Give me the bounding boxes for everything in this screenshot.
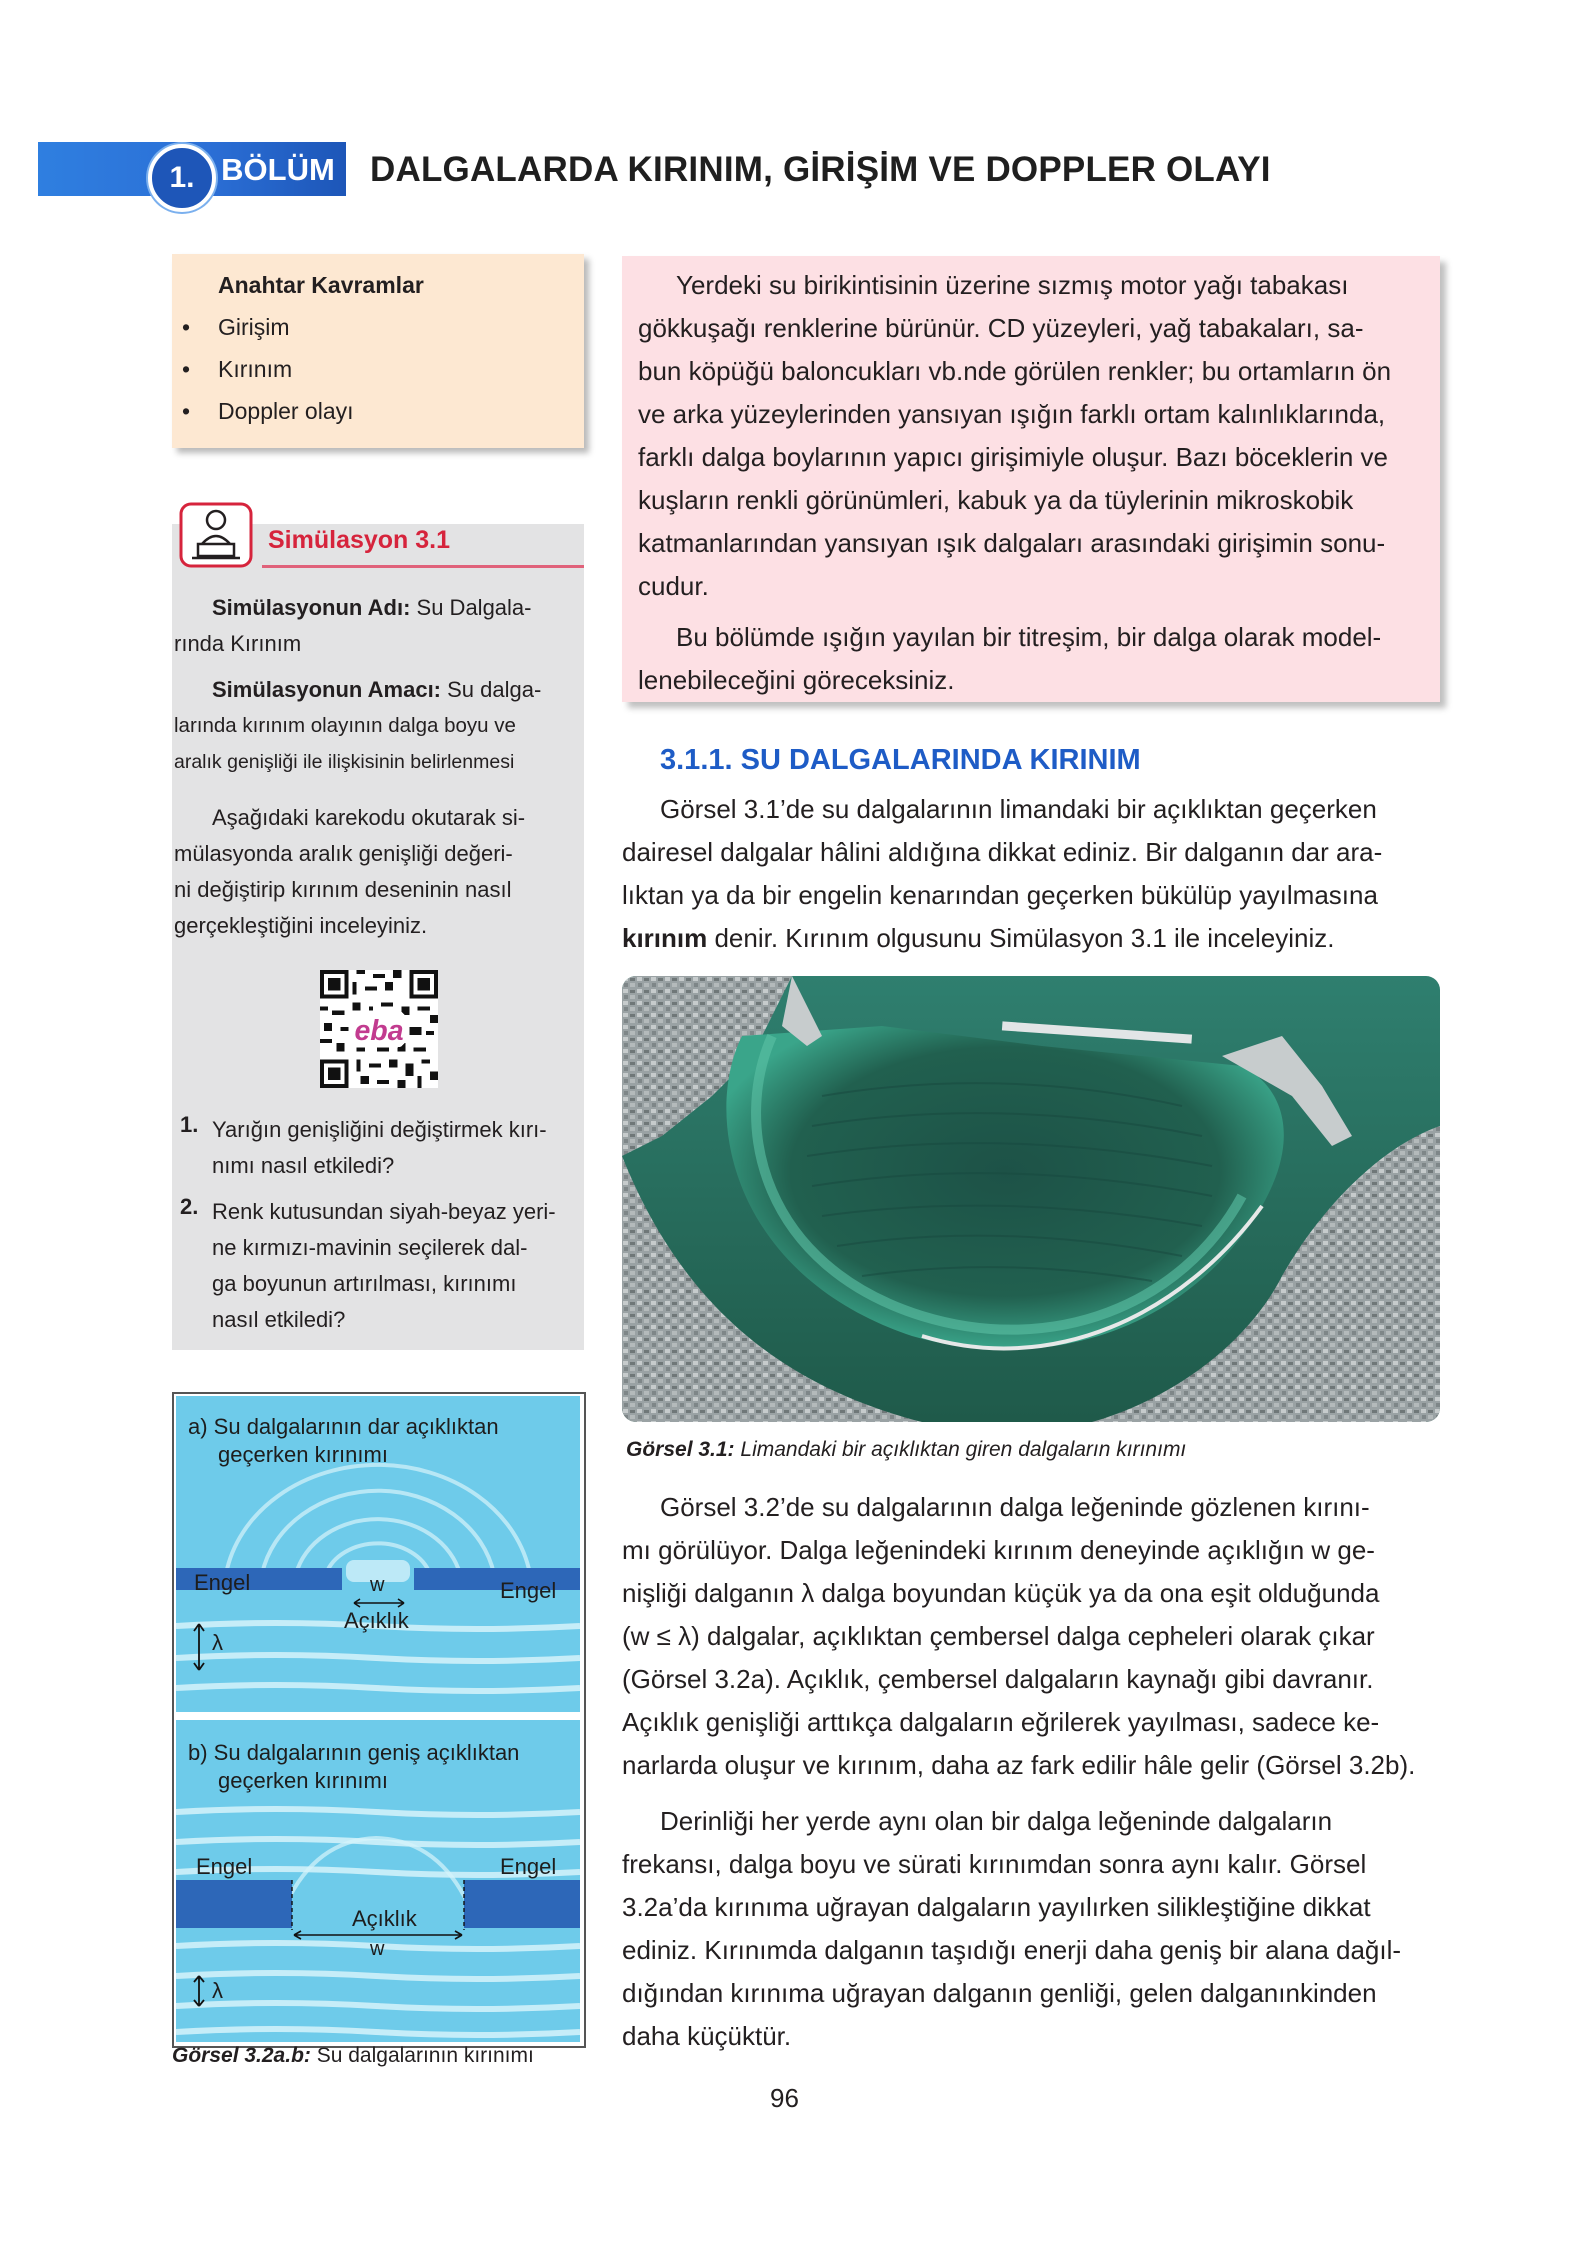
svg-text:eba: eba (354, 1014, 404, 1047)
simulation-purpose-line: aralık genişliği ile ilişkisinin belirlenmesi (174, 751, 515, 773)
body-line: dığından kırınıma uğrayan dalganın genliği, gelen dalganınkinden (622, 1978, 1377, 2008)
question-line: nımı nasıl etkiledi? (212, 1153, 395, 1178)
body-line: 3.2a’da kırınıma uğrayan dalgaların yayılırken silikleştiğine dikkat (622, 1892, 1371, 1922)
barrier-label: Engel (194, 1570, 251, 1595)
page-number: 96 (770, 2083, 799, 2113)
harbor-aerial-photo (622, 976, 1440, 1422)
barrier-label: Engel (196, 1854, 253, 1879)
question-line: Renk kutusundan siyah-beyaz yeri- (212, 1199, 556, 1224)
simulation-purpose-line: larında kırınım olayının dalga boyu ve (174, 714, 516, 737)
body-line: Görsel 3.2’de su dalgalarının dalga leğeninde gözlenen kırını- (660, 1492, 1370, 1522)
chapter-label: BÖLÜM (221, 152, 335, 187)
body-line: Görsel 3.1’de su dalgalarının limandaki bir açıklıktan geçerken (660, 794, 1377, 824)
intro-line: lenebileceğini göreceksiniz. (638, 665, 955, 695)
simulation-name-line: rında Kırınım (174, 631, 302, 656)
body-line: narlarda oluşur ve kırınım, daha az fark edilir hâle gelir (Görsel 3.2b). (622, 1750, 1416, 1780)
simulation-purpose-line: Simülasyonun Amacı: Su dalga- (212, 677, 542, 702)
question-line: ga boyunun artırılması, kırınımı (212, 1271, 517, 1296)
simulation-title-rule (262, 565, 584, 568)
intro-line: bun köpüğü baloncukları vb.nde görülen renkler; bu ortamların ön (638, 356, 1392, 386)
simulation-instruction-line: mülasyonda aralık genişliği değeri- (174, 841, 513, 866)
body-line: Derinliği her yerde aynı olan bir dalga leğeninde dalgaların (660, 1806, 1333, 1836)
qr-code[interactable] (320, 970, 438, 1088)
panel-a-title: a) Su dalgalarının dar açıklıktan (188, 1414, 499, 1439)
section-heading: 3.1.1. SU DALGALARINDA KIRINIM (660, 744, 1141, 776)
intro-line: gökkuşağı renklerine bürünür. CD yüzeyleri, yağ tabakaları, sa- (638, 313, 1364, 343)
simulation-instruction-line: gerçekleştiğini inceleyiniz. (174, 913, 428, 938)
question-number: 2. (180, 1194, 199, 1219)
body-line: nişliği dalganın λ dalga boyundan küçük ya da ona eşit olduğunda (622, 1578, 1380, 1608)
intro-line: Bu bölümde ışığın yayılan bir titreşim, bir dalga olarak model- (676, 622, 1382, 652)
barrier-label: Engel (500, 1854, 557, 1879)
question-number: 1. (180, 1112, 199, 1137)
opening-width-label: w (370, 1574, 385, 1596)
simulation-computer-icon (178, 500, 254, 570)
barrier-label: Engel (500, 1578, 557, 1603)
body-line: dairesel dalgalar hâlini aldığına dikkat ediniz. Bir dalganın dar ara- (622, 837, 1383, 867)
simulation-name-line: Simülasyonun Adı: Su Dalgala- (212, 595, 532, 620)
wavelength-symbol: λ (212, 1978, 223, 2003)
panel-b-title: b) Su dalgalarının geniş açıklıktan (188, 1740, 520, 1765)
wavelength-symbol: λ (212, 1630, 223, 1655)
body-line: kırınım denir. Kırınım olgusunu Simülasyon 3.1 ile inceleyiniz. (622, 923, 1335, 953)
opening-label: Açıklık (352, 1906, 417, 1931)
chapter-number-badge: 1. (148, 144, 216, 212)
body-line: mı görülüyor. Dalga leğenindeki kırınım deneyinde açıklığın w ge- (622, 1535, 1375, 1565)
figure-caption: Görsel 3.2a.b: Su dalgalarının kırınımı (172, 2044, 534, 2067)
body-line: daha küçüktür. (622, 2021, 792, 2051)
panel-b-title: geçerken kırınımı (218, 1768, 388, 1793)
intro-line: katmanlarından yansıyan ışık dalgaları arasındaki girişimin sonu- (638, 528, 1386, 558)
page-title: DALGALARDA KIRINIM, GİRİŞİM VE DOPPLER OLAYI (370, 150, 1271, 189)
opening-width-label: w (370, 1938, 385, 1960)
question-line: ne kırmızı-mavinin seçilerek dal- (212, 1235, 528, 1260)
body-line: Açıklık genişliği arttıkça dalgaların eğrilerek yayılması, sadece ke- (622, 1707, 1380, 1737)
photo-caption: Görsel 3.1: Limandaki bir açıklıktan giren dalgaların kırınımı (626, 1438, 1187, 1461)
intro-line: Yerdeki su birikintisinin üzerine sızmış motor yağı tabakası (676, 270, 1349, 300)
opening-label: Açıklık (344, 1608, 409, 1633)
key-concept-item: • Girişim (182, 314, 290, 340)
panel-a-title: geçerken kırınımı (218, 1442, 388, 1467)
body-line: (Görsel 3.2a). Açıklık, çembersel dalgaların kaynağı gibi davranır. (622, 1664, 1374, 1694)
simulation-instruction-line: ni değiştirip kırınım deseninin nasıl (174, 877, 512, 902)
intro-line: ve arka yüzeylerinden yansıyan ışığın farklı ortam kalınlıklarında, (638, 399, 1386, 429)
wave-diffraction-figure (172, 1392, 586, 2048)
key-concept-item: • Kırınım (182, 356, 293, 382)
opening-width-arrow (352, 1598, 406, 1608)
question-line: Yarığın genişliğini değiştirmek kırı- (212, 1117, 547, 1142)
body-line: frekansı, dalga boyu ve sürati kırınımdan sonra aynı kalır. Görsel (622, 1849, 1367, 1879)
simulation-title: Simülasyon 3.1 (268, 526, 451, 554)
simulation-instruction-line: Aşağıdaki karekodu okutarak si- (212, 805, 526, 830)
intro-line: farklı dalga boylarının yapıcı girişimiyle oluşur. Bazı böceklerin ve (638, 442, 1389, 472)
body-line: lıktan ya da bir engelin kenarından geçerken bükülüp yayılmasına (622, 880, 1378, 910)
body-line: ediniz. Kırınımda dalganın taşıdığı enerji daha geniş bir alana dağıl- (622, 1935, 1402, 1965)
body-line: (w ≤ λ) dalgalar, açıklıktan çembersel dalga cepheleri olarak çıkar (622, 1621, 1375, 1651)
question-line: nasıl etkiledi? (212, 1307, 346, 1332)
intro-line: cudur. (638, 571, 709, 601)
key-concepts-title: Anahtar Kavramlar (218, 272, 424, 298)
key-concept-item: • Doppler olayı (182, 398, 354, 424)
wavelength-arrow (192, 1622, 206, 1672)
wavelength-arrow (192, 1974, 206, 2008)
intro-line: kuşların renkli görünümleri, kabuk ya da tüylerinin mikroskobik (638, 485, 1354, 515)
